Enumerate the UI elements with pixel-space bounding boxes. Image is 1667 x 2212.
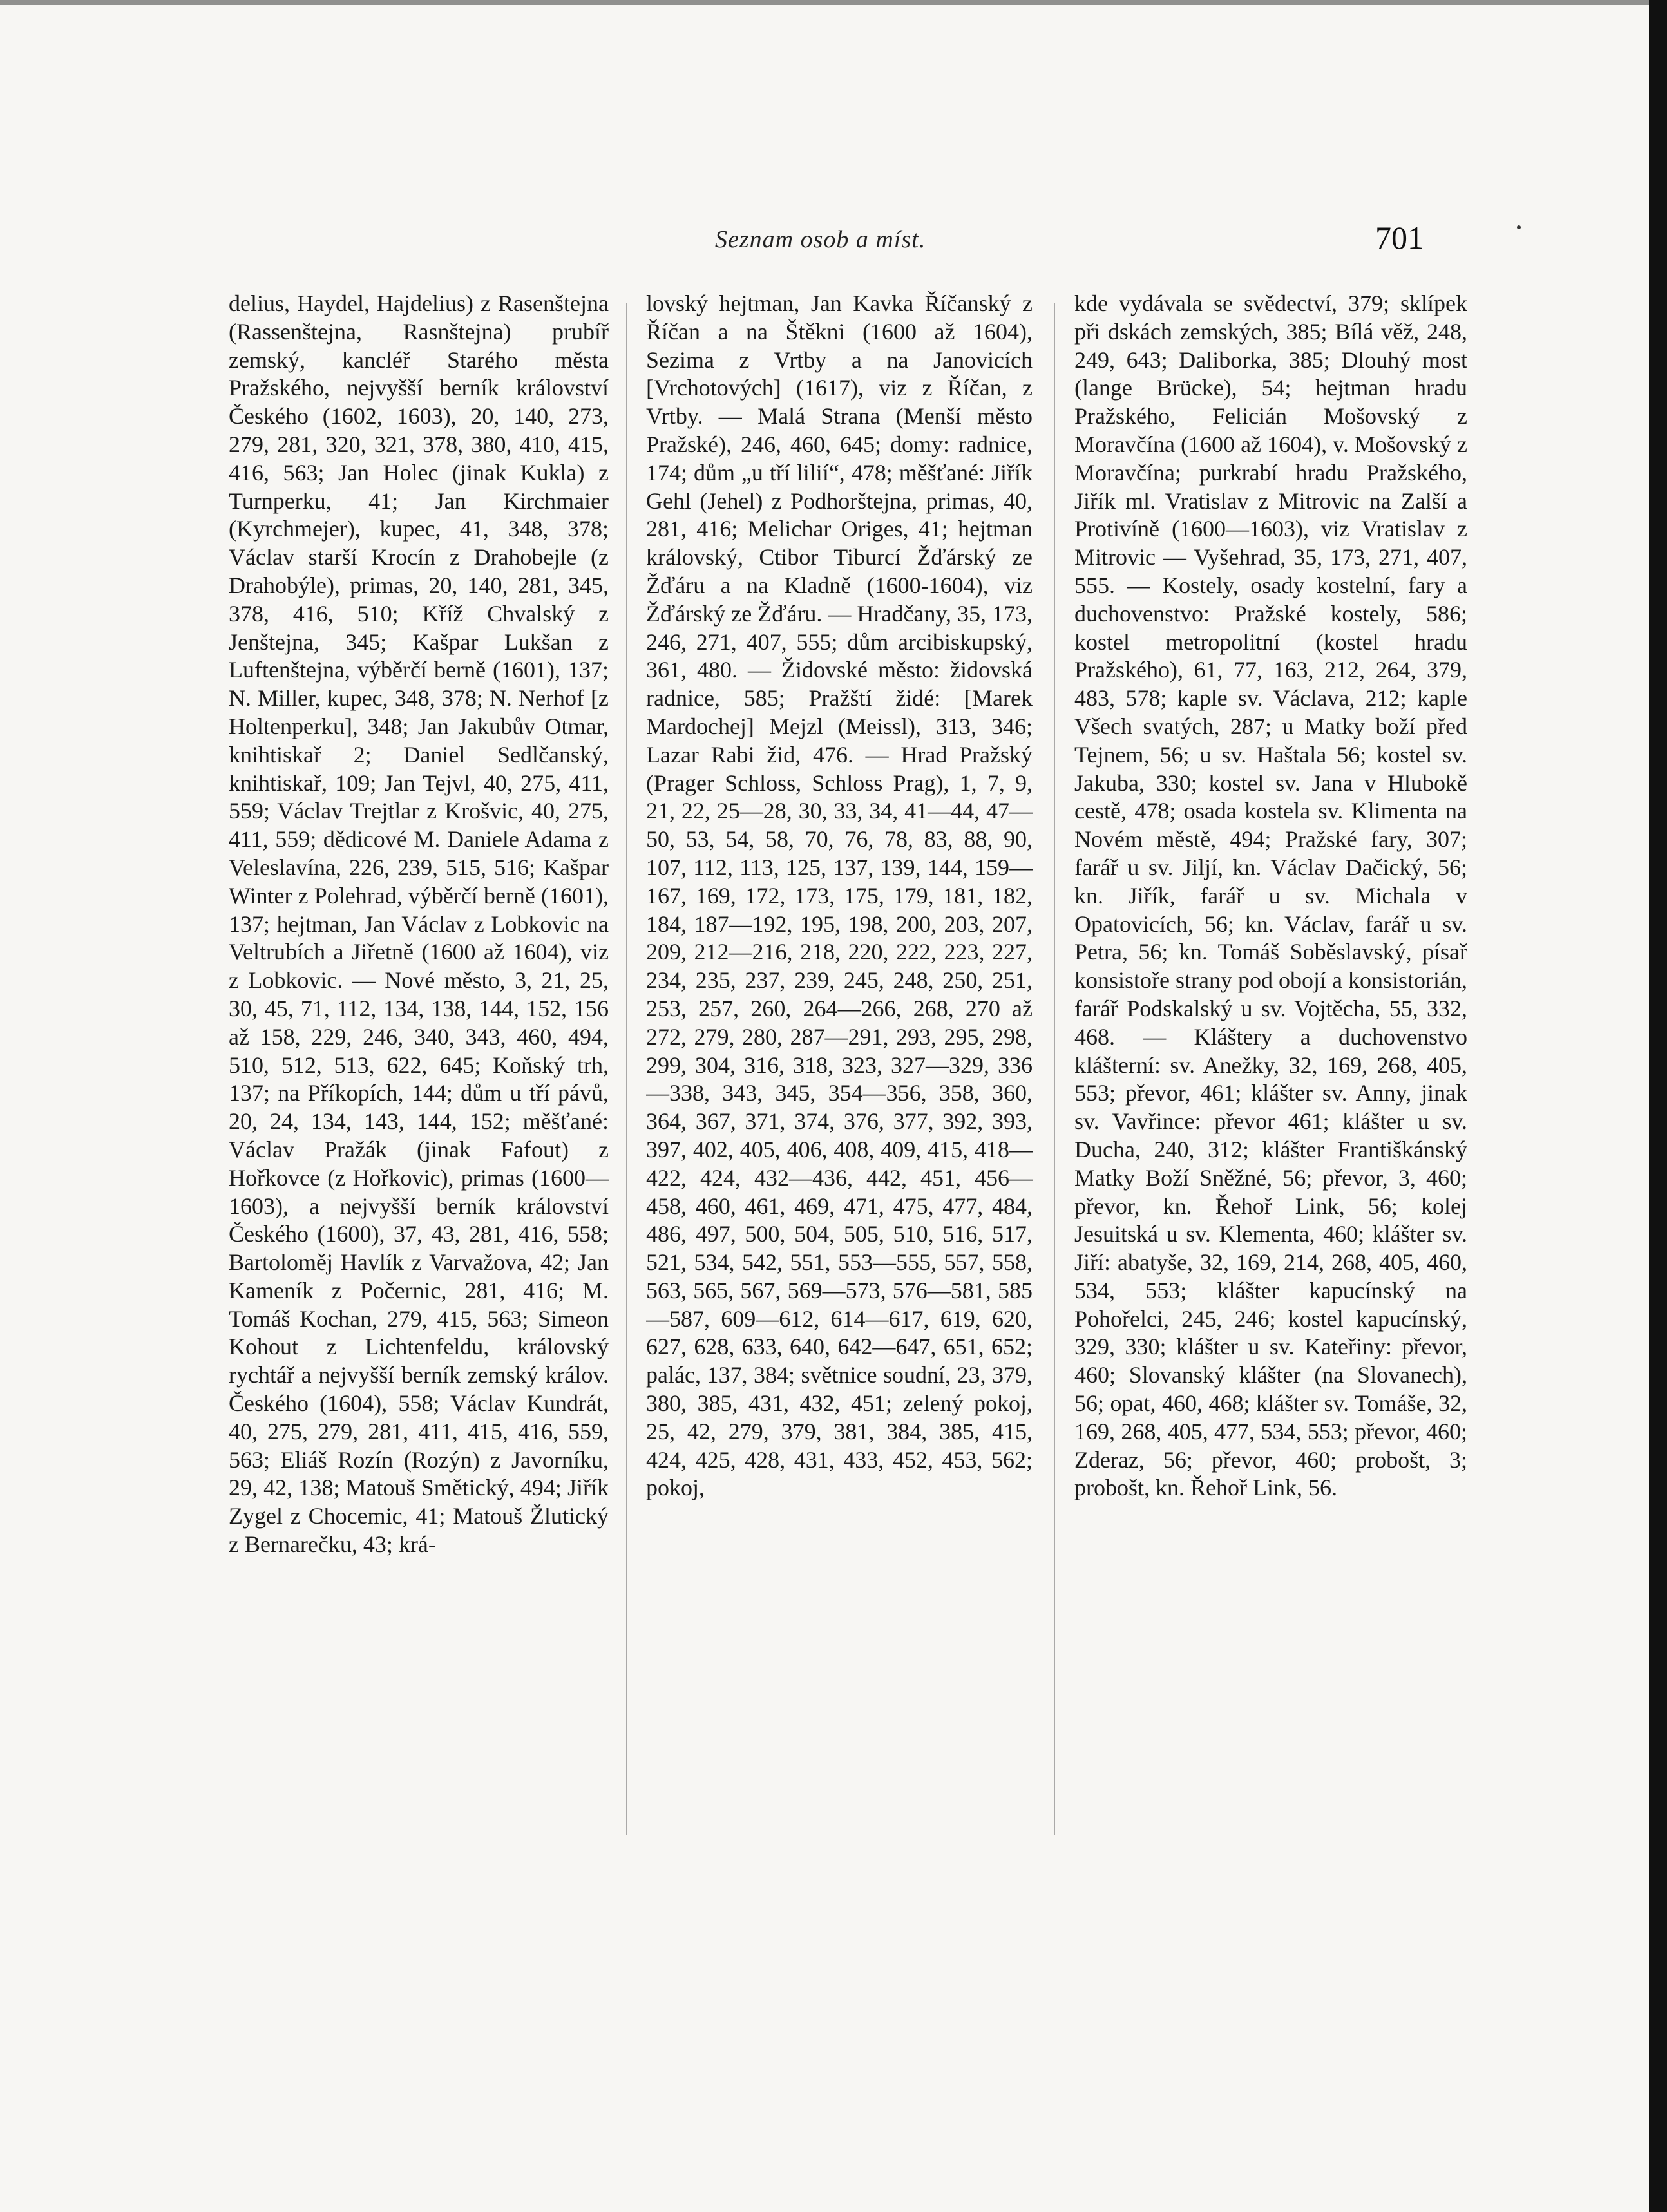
page-header — [715, 220, 1424, 264]
text-column-3: kde vydávala se svědectví, 379; sklípek při dskách zemských, 385; Bílá věž, 248, 249, 643; Daliborka, 385; Dlouhý most (lange Brücke), 54; hejtman hradu Pražského, Felicián Mošovský z Moravčína (1600 až 1604), v. Mošovský z Moravčína; purkrabí hradu Pražského, Jiřík ml. Vratislav z Mitrovic na Zalší a Protivíně (1600—1603), viz Vratislav z Mitrovic — Vyšehrad, 35, 173, 271, 407, 555. — Kostely, osady kostelní, fary a duchovenstvo: Pražské kostely, 586; kostel metropolitní (kostel hradu Pražského), 61, 77, 163, 212, 264, 379, 483, 578; kaple sv. Václava, 212; kaple Všech svatých, 287; u Matky boží před Tejnem, 56; u sv. Haštala 56; kostel sv. Jakuba, 330; kostel sv. Jana v Hlubokě cestě, 478; osada kostela sv. Klimenta na Novém městě, 494; Pražské fary, 307; farář u sv. Jiljí, kn. Václav Dačický, 56; kn. Jiřík, farář u sv. Michala v Opatovicích, 56; kn. Václav, farář u sv. Petra, 56; kn. Tomáš Soběslavský, písař konsistoře strany pod obojí a konsistorián, farář Podskalský u sv. Vojtěcha, 55, 332, 468. — Kláštery a duchovenstvo klášterní: sv. Anežky, 32, 169, 268, 405, 553; převor, 461; klášter sv. Anny, jinak sv. Vavřince: převor 461; klášter u sv. Ducha, 240, 312; klášter Františkánský Matky Boží Sněžné, 56; převor, 3, 460; převor, kn. Řehoř Link, 56; kolej Jesuitská u sv. Klementa, 460; klášter sv. Jiří: abatyše, 32, 169, 214, 268, 405, 460, 534, 553; klášter kapucínský na Pohořelci, 245, 246; kostel kapucínský, 329, 330; klášter u sv. Kateřiny: převor, 460; Slovanský klášter (na Slovanech), 56; opat, 460, 468; klášter sv. Tomáše, 32, 169, 268, 405, 477, 534, 553; převor, 460; Zderaz, 56; převor, 460; probošt, 3; probošt, kn. Řehoř Link, 56. — [1074, 290, 1467, 1501]
ink-speck — [1517, 225, 1521, 229]
column-divider-2 — [1054, 303, 1055, 1835]
column-divider-1 — [626, 303, 627, 1835]
page-number: 701 — [1375, 220, 1424, 256]
scan-right-edge — [1649, 0, 1667, 2212]
text-column-1: delius, Haydel, Hajdelius) z Rasenštejna (Rassenštejna, Rasnštejna) prubíř zemský, kancléř Starého města Pražského, nejvyšší berník království Českého (1602, 1603), 20, 140, 273, 279, 281, 320, 321, 378, 380, 410, 415, 416, 563; Jan Holec (jinak Kukla) z Turnperku, 41; Jan Kirchmaier (Kyrchmejer), kupec, 41, 348, 378; Václav starší Krocín z Drahobejle (z Drahobýle), primas, 20, 140, 281, 345, 378, 416, 510; Kříž Chvalský z Jenštejna, 345; Kašpar Lukšan z Luftenštejna, výběrčí berně (1601), 137; N. Miller, kupec, 348, 378; N. Nerhof [z Holtenperku], 348; Jan Jakubův Otmar, knihtiskař 2; Daniel Sedlčanský, knihtiskař, 109; Jan Tejvl, 40, 275, 411, 559; Václav Trejtlar z Krošvic, 40, 275, 411, 559; dědicové M. Daniele Adama z Veleslavína, 226, 239, 515, 516; Kašpar Winter z Polehrad, výběrčí berně (1601), 137; hejtman, Jan Václav z Lobkovic na Veltrubích a Jiřetně (1600 až 1604), viz z Lobkovic. — Nové město, 3, 21, 25, 30, 45, 71, 112, 134, 138, 144, 152, 156 až 158, 229, 246, 340, 343, 460, 494, 510, 512, 513, 622, 645; Koňský trh, 137; na Příkopích, 144; dům u tří pávů, 20, 24, 134, 143, 144, 152; měšťané: Václav Pražák (jinak Fafout) z Hořkovce (z Hořkovic), primas (1600—1603), a nejvyšší berník království Českého (1600), 37, 43, 281, 416, 558; Bartoloměj Havlík z Varvažova, 42; Jan Kameník z Počernic, 281, 416; M. Tomáš Kochan, 279, 415, 563; Simeon Kohout z Lichtenfeldu, královský rychtář a nejvyšší berník zemský králov. Českého (1604), 558; Václav Kundrát, 40, 275, 279, 281, 411, 415, 416, 559, 563; Eliáš Rozín (Rozýn) z Javorníku, 29, 42, 138; Matouš Smětický, 494; Jiřík Zygel z Chocemic, 41; Matouš Žlutický z Bernarečku, 43; krá- — [229, 290, 609, 1558]
running-title: Seznam osob a míst. — [715, 226, 926, 253]
scan-top-edge — [0, 0, 1667, 5]
text-column-2: lovský hejtman, Jan Kavka Říčanský z Říčan a na Štěkni (1600 až 1604), Sezima z Vrtby a na Janovicích [Vrchotových] (1617), viz z Říčan, z Vrtby. — Malá Strana (Menší město Pražské), 246, 460, 645; domy: radnice, 174; dům „u tří lilií“, 478; měšťané: Jiřík Gehl (Jehel) z Podhorštejna, primas, 40, 281, 416; Melichar Origes, 41; hejtman královský, Ctibor Tiburcí Žďárský ze Žďáru a na Kladně (1600-1604), viz Žďárský ze Žďáru. — Hradčany, 35, 173, 246, 271, 407, 555; dům arcibiskupský, 361, 480. — Židovské město: židovská radnice, 585; Pražští židé: [Marek Mardochej] Mejzl (Meissl), 313, 346; Lazar Rabi žid, 476. — Hrad Pražský (Prager Schloss, Schloss Prag), 1, 7, 9, 21, 22, 25—28, 30, 33, 34, 41—44, 47—50, 53, 54, 58, 70, 76, 78, 83, 88, 90, 107, 112, 113, 125, 137, 139, 144, 159—167, 169, 172, 173, 175, 179, 181, 182, 184, 187—192, 195, 198, 200, 203, 207, 209, 212—216, 218, 220, 222, 223, 227, 234, 235, 237, 239, 245, 248, 250, 251, 253, 257, 260, 264—266, 268, 270 až 272, 279, 280, 287—291, 293, 295, 298, 299, 304, 316, 318, 323, 327—329, 336—338, 343, 345, 354—356, 358, 360, 364, 367, 371, 374, 376, 377, 392, 393, 397, 402, 405, 406, 408, 409, 415, 418—422, 424, 432—436, 442, 451, 456—458, 460, 461, 469, 471, 475, 477, 484, 486, 497, 500, 504, 505, 510, 516, 517, 521, 534, 542, 551, 553—555, 557, 558, 563, 565, 567, 569—573, 576—581, 585—587, 609—612, 614—617, 619, 620, 627, 628, 633, 640, 642—647, 651, 652; palác, 137, 384; světnice soudní, 23, 379, 380, 385, 431, 432, 451; zelený pokoj, 25, 42, 279, 379, 381, 384, 385, 415, 424, 425, 428, 431, 433, 452, 453, 562; pokoj, — [646, 290, 1033, 1501]
